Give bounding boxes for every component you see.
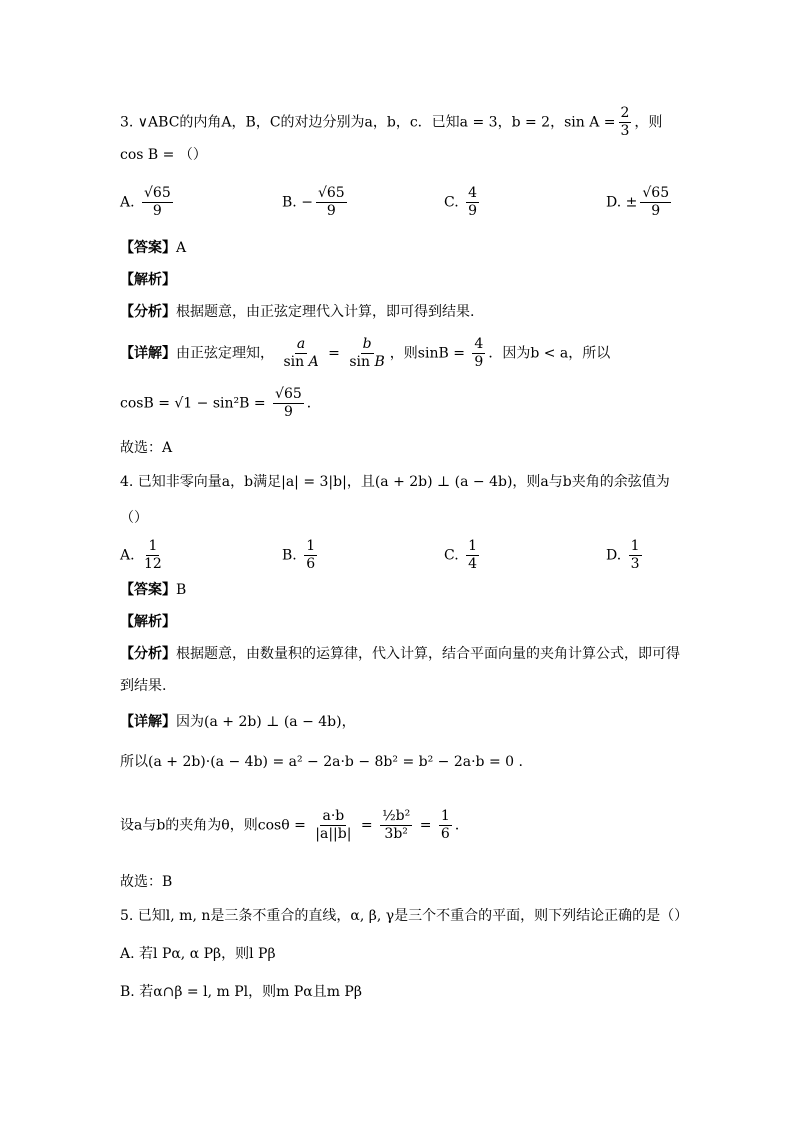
q4-option-a: A. $\frac{1}{12}$ — [120, 538, 162, 572]
q4-detail-line1: 【详解】因为(a + 2b) ⊥ (a − 4b)， — [120, 714, 356, 730]
q5-option-a: A. 若l Pα, α Pβ，则l Pβ — [120, 946, 276, 962]
q4-stem-line1: 4. 已知非零向量a，b满足|a| = 3|b|，且(a + 2b) ⊥ (a − 4b)，则a与b夹角的余弦值为 — [120, 474, 670, 490]
q3-stem-line1: 3. ∨ABC的内角A，B，C的对边分别为a，b，c．已知a = 3，b = 2，sin A = $\frac{2}{3}$ ，则 — [120, 105, 663, 139]
q4-analysis-tag: 【解析】 — [120, 614, 176, 630]
q3-stem-line2: cos B = （） — [120, 147, 207, 163]
q4-answer: 【答案】B — [120, 582, 187, 598]
q3-choice: 故选：A — [120, 440, 173, 456]
q4-fenxi-line2: 到结果. — [120, 678, 167, 694]
q5-option-b: B. 若α∩β = l, m Pl，则m Pα且m Pβ — [120, 984, 362, 1000]
q4-option-d: D. $\frac{1}{3}$ — [606, 538, 640, 572]
q3-detail-line1: 【详解】由正弦定理知， $\frac{a}{\text{sin A}}$ = $\frac{b}{\text{sin B}}$ ，则sinB = $\frac{4}{9}$ ．因为b < a，所以 — [120, 336, 611, 370]
q3-option-a: A. $\frac{√65}{9}$ — [120, 185, 171, 219]
q4-option-c: C. $\frac{1}{4}$ — [444, 538, 478, 572]
q3-sinA-fraction: $\frac{2}{3}$ — [620, 105, 630, 139]
q3-detail-line2: cosB = √1 − sin²B = $\frac{√65}{9}$ ． — [120, 386, 321, 420]
q3-answer: 【答案】A — [120, 240, 187, 256]
q3-option-b: B. − $\frac{√65}{9}$ — [282, 185, 345, 219]
q4-choice: 故选：B — [120, 874, 173, 890]
q4-fenxi-line1: 【分析】根据题意，由数量积的运算律，代入计算，结合平面向量的夹角计算公式，即可得 — [120, 646, 680, 662]
q3-option-c: C. $\frac{4}{9}$ — [444, 185, 478, 219]
q3-stem-text: 3. ∨ABC的内角A，B，C的对边分别为a，b，c．已知a = 3，b = 2，sin A = — [120, 114, 616, 131]
q5-stem: 5. 已知l, m, n是三条不重合的直线，α, β, γ是三个不重合的平面，则下列结论正确的是（） — [120, 908, 689, 924]
q3-option-d: D. ± $\frac{√65}{9}$ — [606, 185, 670, 219]
q4-detail-line3: 设a与b的夹角为θ，则cosθ = $\frac{a\cdot b}{|a||b|}$ = $\frac{\text{½b²}}{\text{3b²}}$ = $\frac{1}{6}$ ． — [120, 808, 469, 842]
q3-analysis-tag: 【解析】 — [120, 272, 176, 288]
q3-fenxi: 【分析】根据题意，由正弦定理代入计算，即可得到结果. — [120, 304, 475, 320]
q4-option-b: B. $\frac{1}{6}$ — [282, 538, 316, 572]
q4-stem-line2: （） — [120, 510, 148, 526]
q4-detail-line2: 所以(a + 2b)·(a − 4b) = a² − 2a·b − 8b² = b² − 2a·b = 0 . — [120, 754, 523, 770]
